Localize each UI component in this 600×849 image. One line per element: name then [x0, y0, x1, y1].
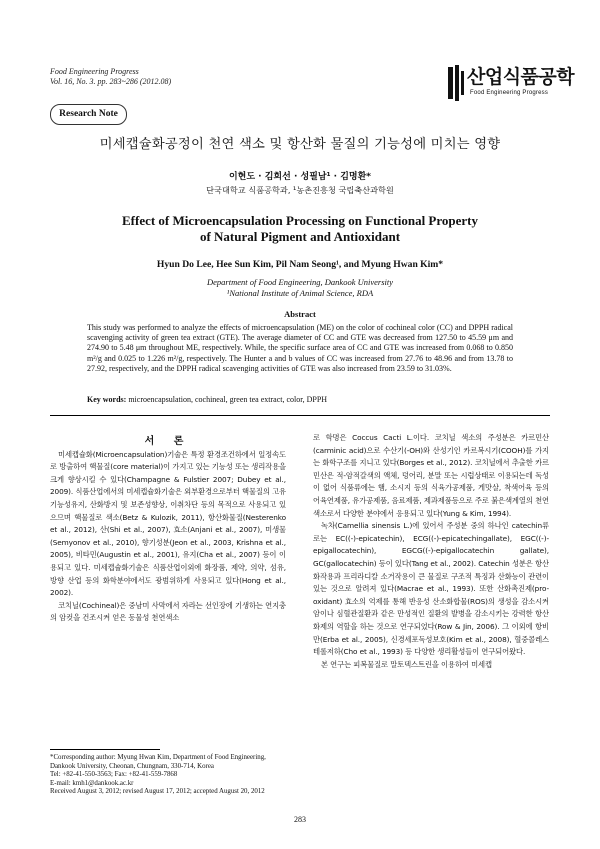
- footnote-dates: Received August 3, 2012; revised August 17, 2012; accepted August 20, 2012: [50, 788, 265, 796]
- keywords-label: Key words:: [87, 395, 127, 404]
- english-title-line1: Effect of Microencapsulation Processing on Functional Property: [121, 213, 479, 228]
- abstract-text: This study was performed to analyze the effects of microencapsulation (ME) on the color of cochineal color (CC) and DPPH radical scavenging activity of green tea extract (GTE). The average diameter of CC and GTE was decreased from 127.50 to 45.59 μm and 274.90 to 5.48 μm throughout ME, respectively. While, the specific surface area of CC and GTE was increased from 0.068 to 0.850 m²/g and 0.025 to 1.226 m²/g, respectively. The Hunter a and b values of CC was increased from 27.76 to 48.96 and from 13.78 to 27.92, respectively, and the DPPH radical scavenging activities of GTE was also increased from 23.59 to 31.03%.: [87, 323, 513, 373]
- korean-title: 미세캡슐화공정이 천연 색소 및 항산화 물질의 기능성에 미치는 영향: [99, 137, 501, 152]
- footnote-author: *Corresponding author: Myung Hwan Kim, Department of Food Engineering, Dankook University, Cheonan, Chungnam, 330-714, Korea: [50, 754, 266, 770]
- keywords-list: microencapsulation, cochineal, green tea extract, color, DPPH: [128, 395, 328, 404]
- english-authors: Hyun Do Lee, Hee Sun Kim, Pil Nam Seong¹, and Myung Hwan Kim*: [156, 259, 444, 270]
- journal-logo-icon: [447, 63, 465, 103]
- journal-logo-subtitle: Food Engineering Progress: [470, 90, 549, 96]
- keywords: [87, 395, 513, 405]
- body-paragraph: 녹차(Camellia sinensis L.)에 있어서 주성분 중의 하나인 catechin류 로는 EC((-)-epicatechin), ECG((-)-epicatechingallate), EGC((-)-epigallocatechin), EGCG((-)-epigallocatechin gallate), GC(gallocatechin) 등이 있다(Tang et al., 2002). Catechin 성분은 항산화작용과 프리라디칼 소거작용이 큰 물질로 구조적 특징과 산화능이 관련이 있는 것으로 알려져 있다(Macrae et al., 1993). 또한 산화촉진제(pro-oxidant) 효소의 억제를 통해 반응성 산소화합물(ROS)의 생성을 감소시켜 암이나 심혈관질환과 같은 만성적인 질환의 발병을 감소시키는 강력한 항산화제의 역할을 하는 것으로 연구되었다(Row & Jin, 2006). 그 이외에 항비만(Erba et al., 2005), 신경세포독성보호(Kim et al., 2008), 혈중콜레스테롤저하(Cho et al., 1993) 등 다양한 생리활성들이 연구되어왔다.: [313, 521, 549, 657]
- english-title: [0, 213, 600, 245]
- journal-name: Food Engineering Progress: [50, 67, 139, 76]
- body-paragraph: 본 연구는 피복물질로 말토덱스트린을 이용하여 미세캡: [321, 659, 492, 669]
- footnote-email: E-mail: kmh1@dankook.ac.kr: [50, 779, 134, 787]
- footnote-phone: Tel: +82-41-550-3563; Fax: +82-41-559-7868: [50, 771, 178, 779]
- korean-affiliation: 단국대학교 식품공학과, ¹농촌진흥청 국립축산과학원: [206, 185, 394, 195]
- abstract-heading: Abstract: [284, 309, 316, 319]
- english-affiliation-line2: ¹National Institute of Animal Science, RDA: [226, 288, 374, 298]
- footnote-divider: [50, 749, 160, 750]
- english-title-line2: of Natural Pigment and Antioxidant: [199, 229, 401, 244]
- journal-info: [50, 67, 171, 87]
- abstract-divider: [50, 415, 550, 416]
- page-number: 283: [294, 815, 306, 824]
- left-column: [50, 436, 286, 625]
- body-paragraph: 코치닐(Cochineal)은 중남미 사막에서 자라는 선인장에 기생하는 연지충의 암컷을 건조시켜 얻은 동물성 천연색소: [50, 600, 286, 623]
- english-affiliation-line1: Department of Food Engineering, Dankook University: [206, 277, 394, 287]
- journal-logo-text: 산업식품공학: [467, 66, 575, 88]
- english-affiliation: [0, 277, 600, 299]
- korean-authors: 이현도 · 김희선 · 성필남¹ · 김명환*: [228, 172, 372, 182]
- section-heading: 서 론: [144, 436, 192, 447]
- journal-volume: Vol. 16, No. 3. pp. 283~286 (2012.08): [50, 77, 172, 86]
- right-column: [313, 432, 549, 671]
- footnote: [50, 754, 286, 797]
- body-paragraph: 미세캡슐화(Microencapsulation)기술은 특정 환경조건하에서 일정속도로 방출하여 핵물질(core material)이 가지고 있는 기능성 또는 생리작용을 크게 향상시킬 수 있다(Champagne & Fulstier 2007; Dubey et al., 2009). 식품산업에서의 미세캡슐화기술은 외부환경으로부터 핵물질의 고유기능성유지, 산화방지 및 보존성향상, 이취차단 등의 목적으로 사용되고 있으므며 핵물질로 색소(Betz & Kulozik, 2011), 항산화물질(Nesterenko et al., 2012), 산(Shi et al., 2007), 효소(Anjani et al., 2007), 미생물(Semyonov et al., 2010), 향기성분(Jeon et al., 2003, Krishna et al., 2005), 비타민(Augustin et al., 2001), 유지(Cha et al., 2007) 등이 이용되고 있다. 미세캡슐화기술은 식품산업이외에 화장품, 제약, 의약, 섬유, 방향 산업 등의 화학분야에서도 광범위하게 사용되고 있다(Hong et al., 2002).: [50, 449, 286, 598]
- article-type-badge: Research Note: [50, 104, 127, 125]
- body-paragraph: 로 학명은 Coccus Cacti L.이다. 코치닐 색소의 주성분은 카르민산(carminic acid)으로 수산기(-OH)와 산성기인 카르복시기(COOH)를 가지는 화학구조를 지니고 있다(Borges et al., 2012). 코치닐에서 추출한 카르민산은 적-암적갈색의 액체, 덩어리, 분말 또는 시럽상태로 이용되는데 독성이 없어 식품류에는 햄, 소시지 등의 식육가공제품, 게맛살, 착색어육 등의 어육연제품, 유가공제품, 음료제품, 제과제품등으로 주로 붉은색계열의 천연색소로서 다양한 분야에서 응용되고 있다(Yung & Kim, 1994).: [313, 433, 549, 518]
